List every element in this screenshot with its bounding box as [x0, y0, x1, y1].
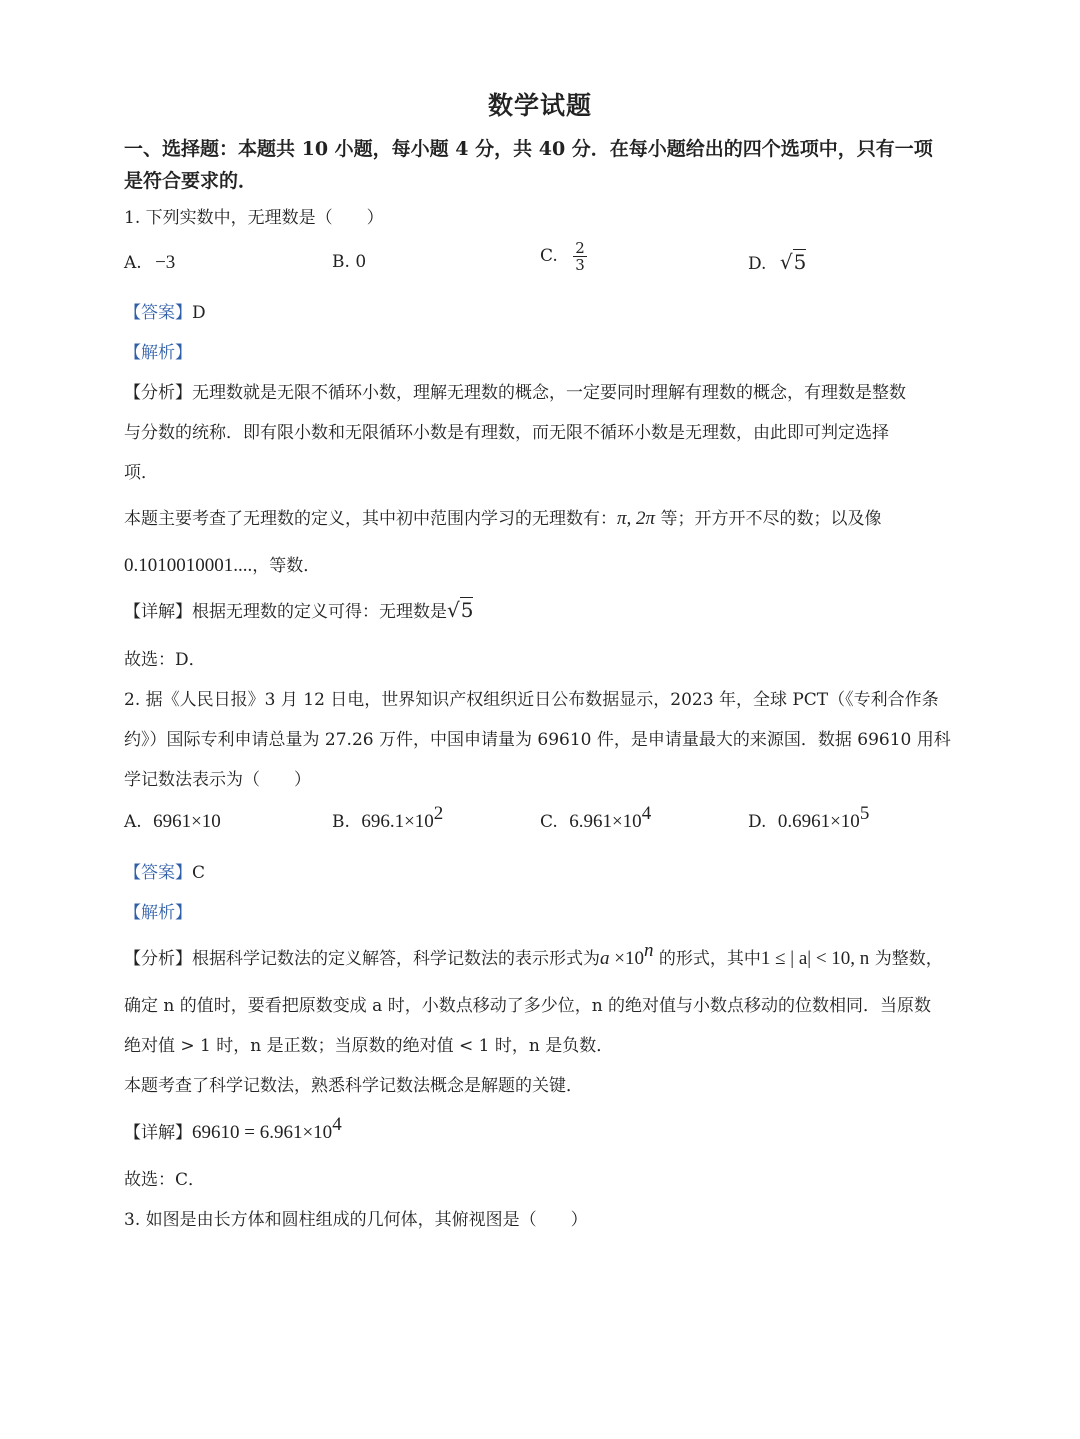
q1-option-c-denominator: 3 — [575, 256, 585, 274]
q1-option-b — [332, 252, 366, 272]
q2-answer-value: C — [192, 863, 206, 883]
q2-fenxi-math-a: a — [600, 948, 610, 969]
q1-xiangjie-radicand: 5 — [460, 598, 474, 622]
q1-fenxi-line3: 项． — [124, 463, 158, 483]
q2-option-b-base: 696.1×10 — [361, 811, 434, 832]
q2-option-d-base: 0.6961×10 — [777, 811, 860, 832]
q2-guxuan: 故选：C． — [124, 1170, 206, 1190]
q1-guxuan: 故选：D． — [124, 650, 206, 670]
q2-xiangjie — [124, 1114, 342, 1144]
q2-jiexi-tag: 【解析】 — [124, 903, 192, 923]
q1-option-b-value: 0 — [355, 252, 367, 272]
q1-fenxi-text1: 无理数就是无限不循环小数，理解无理数的概念，一定要同时理解有理数的概念，有理数是整数 — [192, 383, 906, 403]
q1-note-math: π, 2π — [617, 508, 656, 529]
q1-answer-value: D — [192, 303, 206, 323]
q2-answer — [124, 858, 205, 883]
q2-fenxi-line1 — [124, 940, 943, 970]
q2-fenxi-text1b: 的形式，其中 — [653, 949, 761, 969]
q1-answer-tag: 【答案】 — [124, 303, 192, 323]
q2-fenxi-math-n: n — [643, 940, 654, 961]
q2-fenxi-line2: 确定 n 的值时，要看把原数变成 a 时，小数点移动了多少位，n 的绝对值与小数点移动的位数相同．当原数 — [124, 996, 932, 1016]
q1-fenxi-tag: 【分析】 — [124, 383, 192, 403]
q2-option-a — [124, 811, 221, 833]
q1-option-d — [748, 250, 806, 274]
q2-fenxi-text1a: 根据科学记数法的定义解答，科学记数法的表示形式为 — [192, 949, 600, 969]
q1-option-a-label: A. — [124, 253, 142, 273]
q1-stem: 1. 下列实数中，无理数是（ ） — [124, 208, 384, 228]
section-heading-line2: 是符合要求的． — [124, 170, 258, 192]
q2-fenxi-text1c: 为整数， — [869, 949, 943, 969]
q1-jiexi-tag: 【解析】 — [124, 343, 192, 363]
q1-xiangjie-sqrt: √5 — [447, 598, 474, 622]
q1-option-a-value: −3 — [155, 252, 176, 273]
q1-fenxi-line1 — [124, 378, 906, 403]
q2-fenxi-math-range: 1 ≤ | a| < 10, n — [760, 948, 870, 969]
q1-note-line2 — [124, 551, 320, 577]
q2-option-c — [540, 803, 652, 833]
q1-xiangjie-tag: 【详解】 — [124, 602, 192, 622]
q1-option-a — [124, 252, 175, 274]
q1-option-c-fraction — [573, 240, 587, 273]
page-title: 数学试题 — [487, 91, 592, 120]
q2-fenxi-math-x10: ×10 — [609, 948, 644, 969]
q2-option-d — [748, 803, 870, 833]
q1-note-text-b: 等；开方开不尽的数；以及像 — [655, 509, 882, 529]
q2-option-a-value: 6961×10 — [153, 811, 221, 832]
q1-fenxi-line2: 与分数的统称．即有限小数和无限循环小数是有理数，而无限不循环小数是无理数，由此即可判定选择 — [124, 423, 889, 443]
q2-option-b-label: B. — [332, 812, 350, 832]
q2-option-b — [332, 803, 444, 833]
q2-fenxi-line3: 绝对值 > 1 时，n 是正数；当原数的绝对值 < 1 时，n 是负数． — [124, 1036, 614, 1056]
q2-stem-line3: 学记数法表示为（ ） — [124, 770, 311, 790]
q2-xiangjie-base: 69610 = 6.961×10 — [192, 1122, 333, 1143]
q2-option-d-exp: 5 — [859, 803, 870, 824]
q2-option-c-base: 6.961×10 — [569, 811, 642, 832]
q1-xiangjie-text: 根据无理数的定义可得：无理数是 — [192, 602, 447, 622]
q2-xiangjie-tag: 【详解】 — [124, 1123, 192, 1143]
q1-option-c — [540, 240, 587, 273]
q2-stem-line2: 约》）国际专利申请总量为 27.26 万件，中国申请量为 69610 件，是申请量最大的来源国．数据 69610 用科 — [124, 730, 951, 750]
q2-answer-tag: 【答案】 — [124, 863, 192, 883]
q1-option-d-sqrt: √5 — [779, 250, 807, 274]
q2-stem-line1: 2. 据《人民日报》3 月 12 日电，世界知识产权组织近日公布数据显示，2023 年，全球 PCT（《专利合作条 — [124, 690, 939, 710]
q1-option-c-label: C. — [540, 246, 558, 266]
q1-option-d-radicand: 5 — [793, 250, 807, 274]
q1-xiangjie — [124, 597, 473, 622]
q1-note2-math: 0.1010010001.... — [124, 555, 253, 576]
q1-note2-text: ，等数． — [252, 556, 321, 576]
q2-option-d-label: D. — [748, 812, 767, 832]
q1-note-text-a: 本题主要考查了无理数的定义，其中初中范围内学习的无理数有： — [124, 509, 617, 529]
q1-answer — [124, 298, 206, 323]
q1-option-b-label: B. — [332, 252, 350, 272]
q2-option-a-label: A. — [124, 812, 142, 832]
q3-stem: 3. 如图是由长方体和圆柱组成的几何体，其俯视图是（ ） — [124, 1210, 588, 1230]
q2-note: 本题考查了科学记数法，熟悉科学记数法概念是解题的关键． — [124, 1076, 583, 1096]
q2-option-c-exp: 4 — [641, 803, 652, 824]
q1-note-line1 — [124, 504, 881, 530]
q2-option-c-label: C. — [540, 812, 558, 832]
q1-option-c-numerator: 2 — [575, 239, 585, 257]
section-heading-line1: 一、选择题：本题共 10 小题，每小题 4 分，共 40 分．在每小题给出的四个选项中，只有一项 — [124, 138, 933, 160]
q2-option-b-exp: 2 — [433, 803, 444, 824]
q2-xiangjie-exp: 4 — [332, 1114, 342, 1135]
q1-option-d-label: D. — [748, 254, 767, 274]
q2-fenxi-tag: 【分析】 — [124, 949, 192, 969]
